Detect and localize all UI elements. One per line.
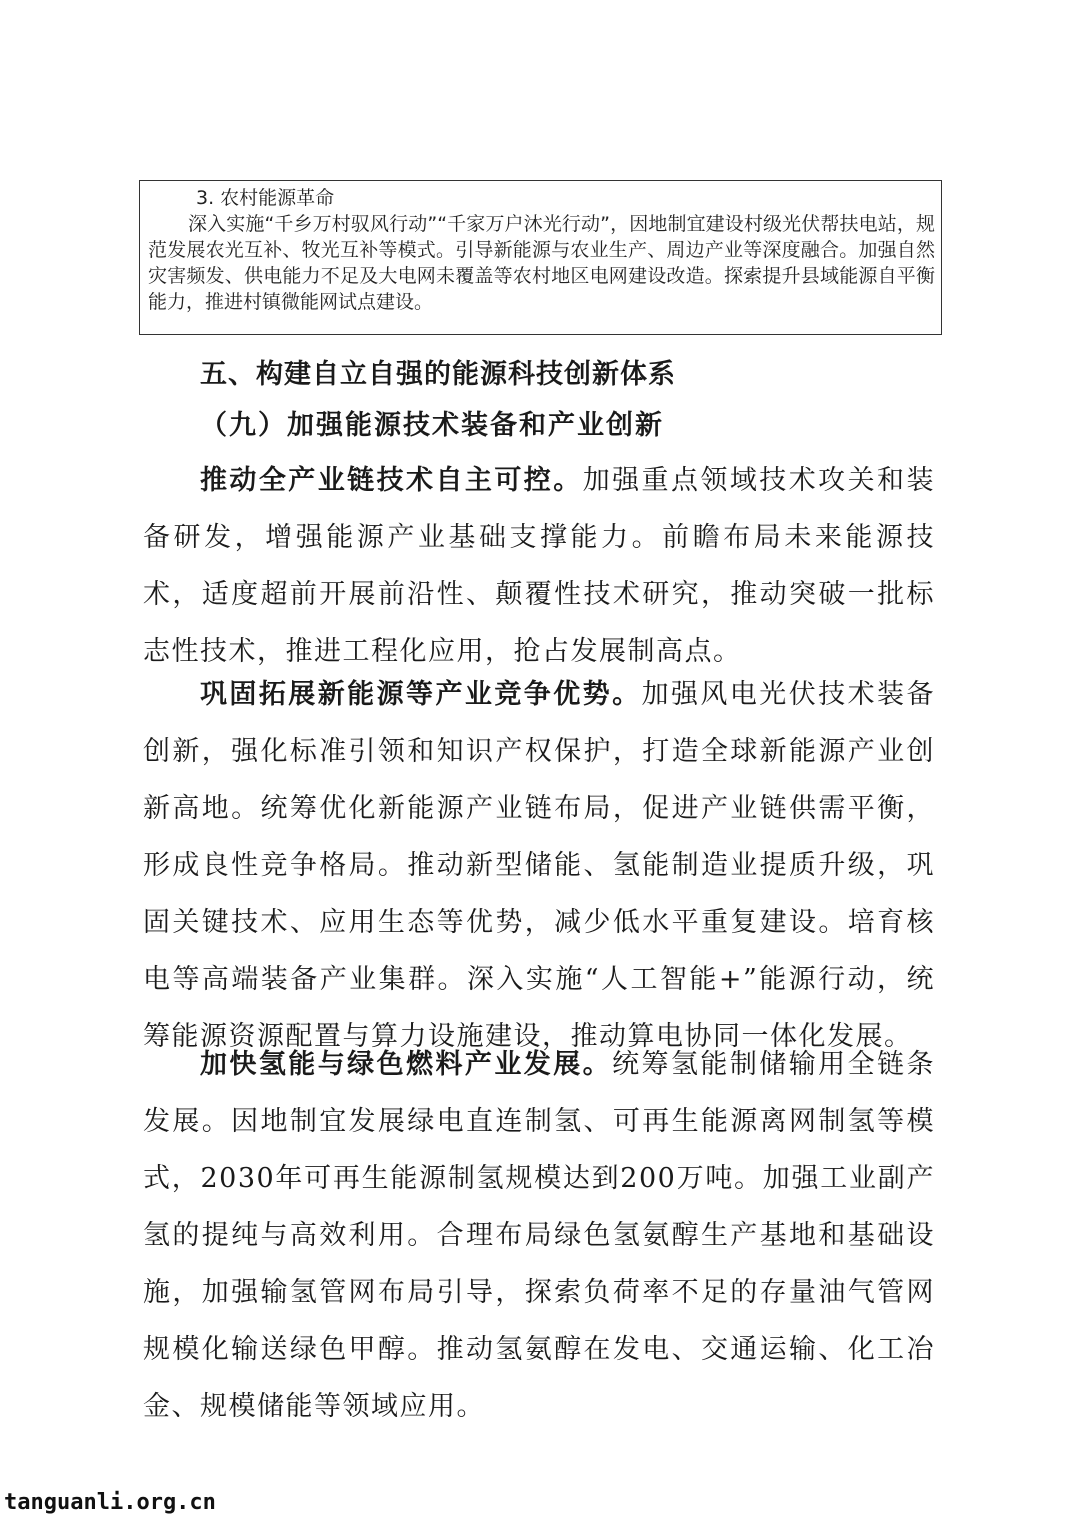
paragraph-lead: 巩固拓展新能源等产业竞争优势。	[200, 679, 642, 710]
section-heading: 五、构建自立自强的能源科技创新体系	[200, 359, 676, 390]
paragraph-lead: 推动全产业链技术自主可控。	[200, 465, 583, 496]
textbox-title: 3. 农村能源革命	[196, 187, 335, 209]
paragraph-text: 加强风电光伏技术装备创新，强化标准引领和知识产权保护，打造全球新能源产业创新高地。统筹优化新能源产业链布局，促进产业链供需平衡，形成良性竞争格局。推动新型储能、氢能制造业提质升级，巩固关键技术、应用生态等优势，减少低水平重复建设。培育核电等高端装备产业集群。深入实施“人工智能+”能源行动，统筹能源资源配置与算力设施建设，推动算电协同一体化发展。	[143, 679, 935, 1052]
subsection-heading: （九）加强能源技术装备和产业创新	[200, 410, 664, 441]
paragraph-text: 统筹氢能制储输用全链条发展。因地制宜发展绿电直连制氢、可再生能源离网制氢等模式，2030年可再生能源制氢规模达到200万吨。加强工业副产氢的提纯与高效利用。合理布局绿色氢氨醇生产基地和基础设施，加强输氢管网布局引导，探索负荷率不足的存量油气管网规模化输送绿色甲醇。推动氢氨醇在发电、交通运输、化工冶金、规模储能等领域应用。	[143, 1049, 935, 1422]
paragraph-lead: 加快氢能与绿色燃料产业发展。	[200, 1049, 613, 1080]
paragraph-text: 加强重点领域技术攻关和装备研发，增强能源产业基础支撑能力。前瞻布局未来能源技术，适度超前开展前沿性、颠覆性技术研究，推动突破一批标志性技术，推进工程化应用，抢占发展制高点。	[143, 465, 935, 667]
textbox-body: 深入实施“千乡万村驭风行动”“千家万户沐光行动”，因地制宜建设村级光伏帮扶电站，规范发展农光互补、牧光互补等模式。引导新能源与农业生产、周边产业等深度融合。加强自然灾害频发、供电能力不足及大电网未覆盖等农村地区电网建设改造。探索提升县域能源自平衡能力，推进村镇微能网试点建设。	[148, 213, 935, 313]
watermark: tanguanli.org.cn	[4, 1490, 216, 1515]
rural-energy-textbox	[139, 180, 942, 335]
paragraph-hydrogen-green-fuel	[143, 1036, 935, 1435]
paragraph-tech-self-control	[143, 452, 935, 680]
paragraph-new-energy-advantage	[143, 666, 935, 1065]
